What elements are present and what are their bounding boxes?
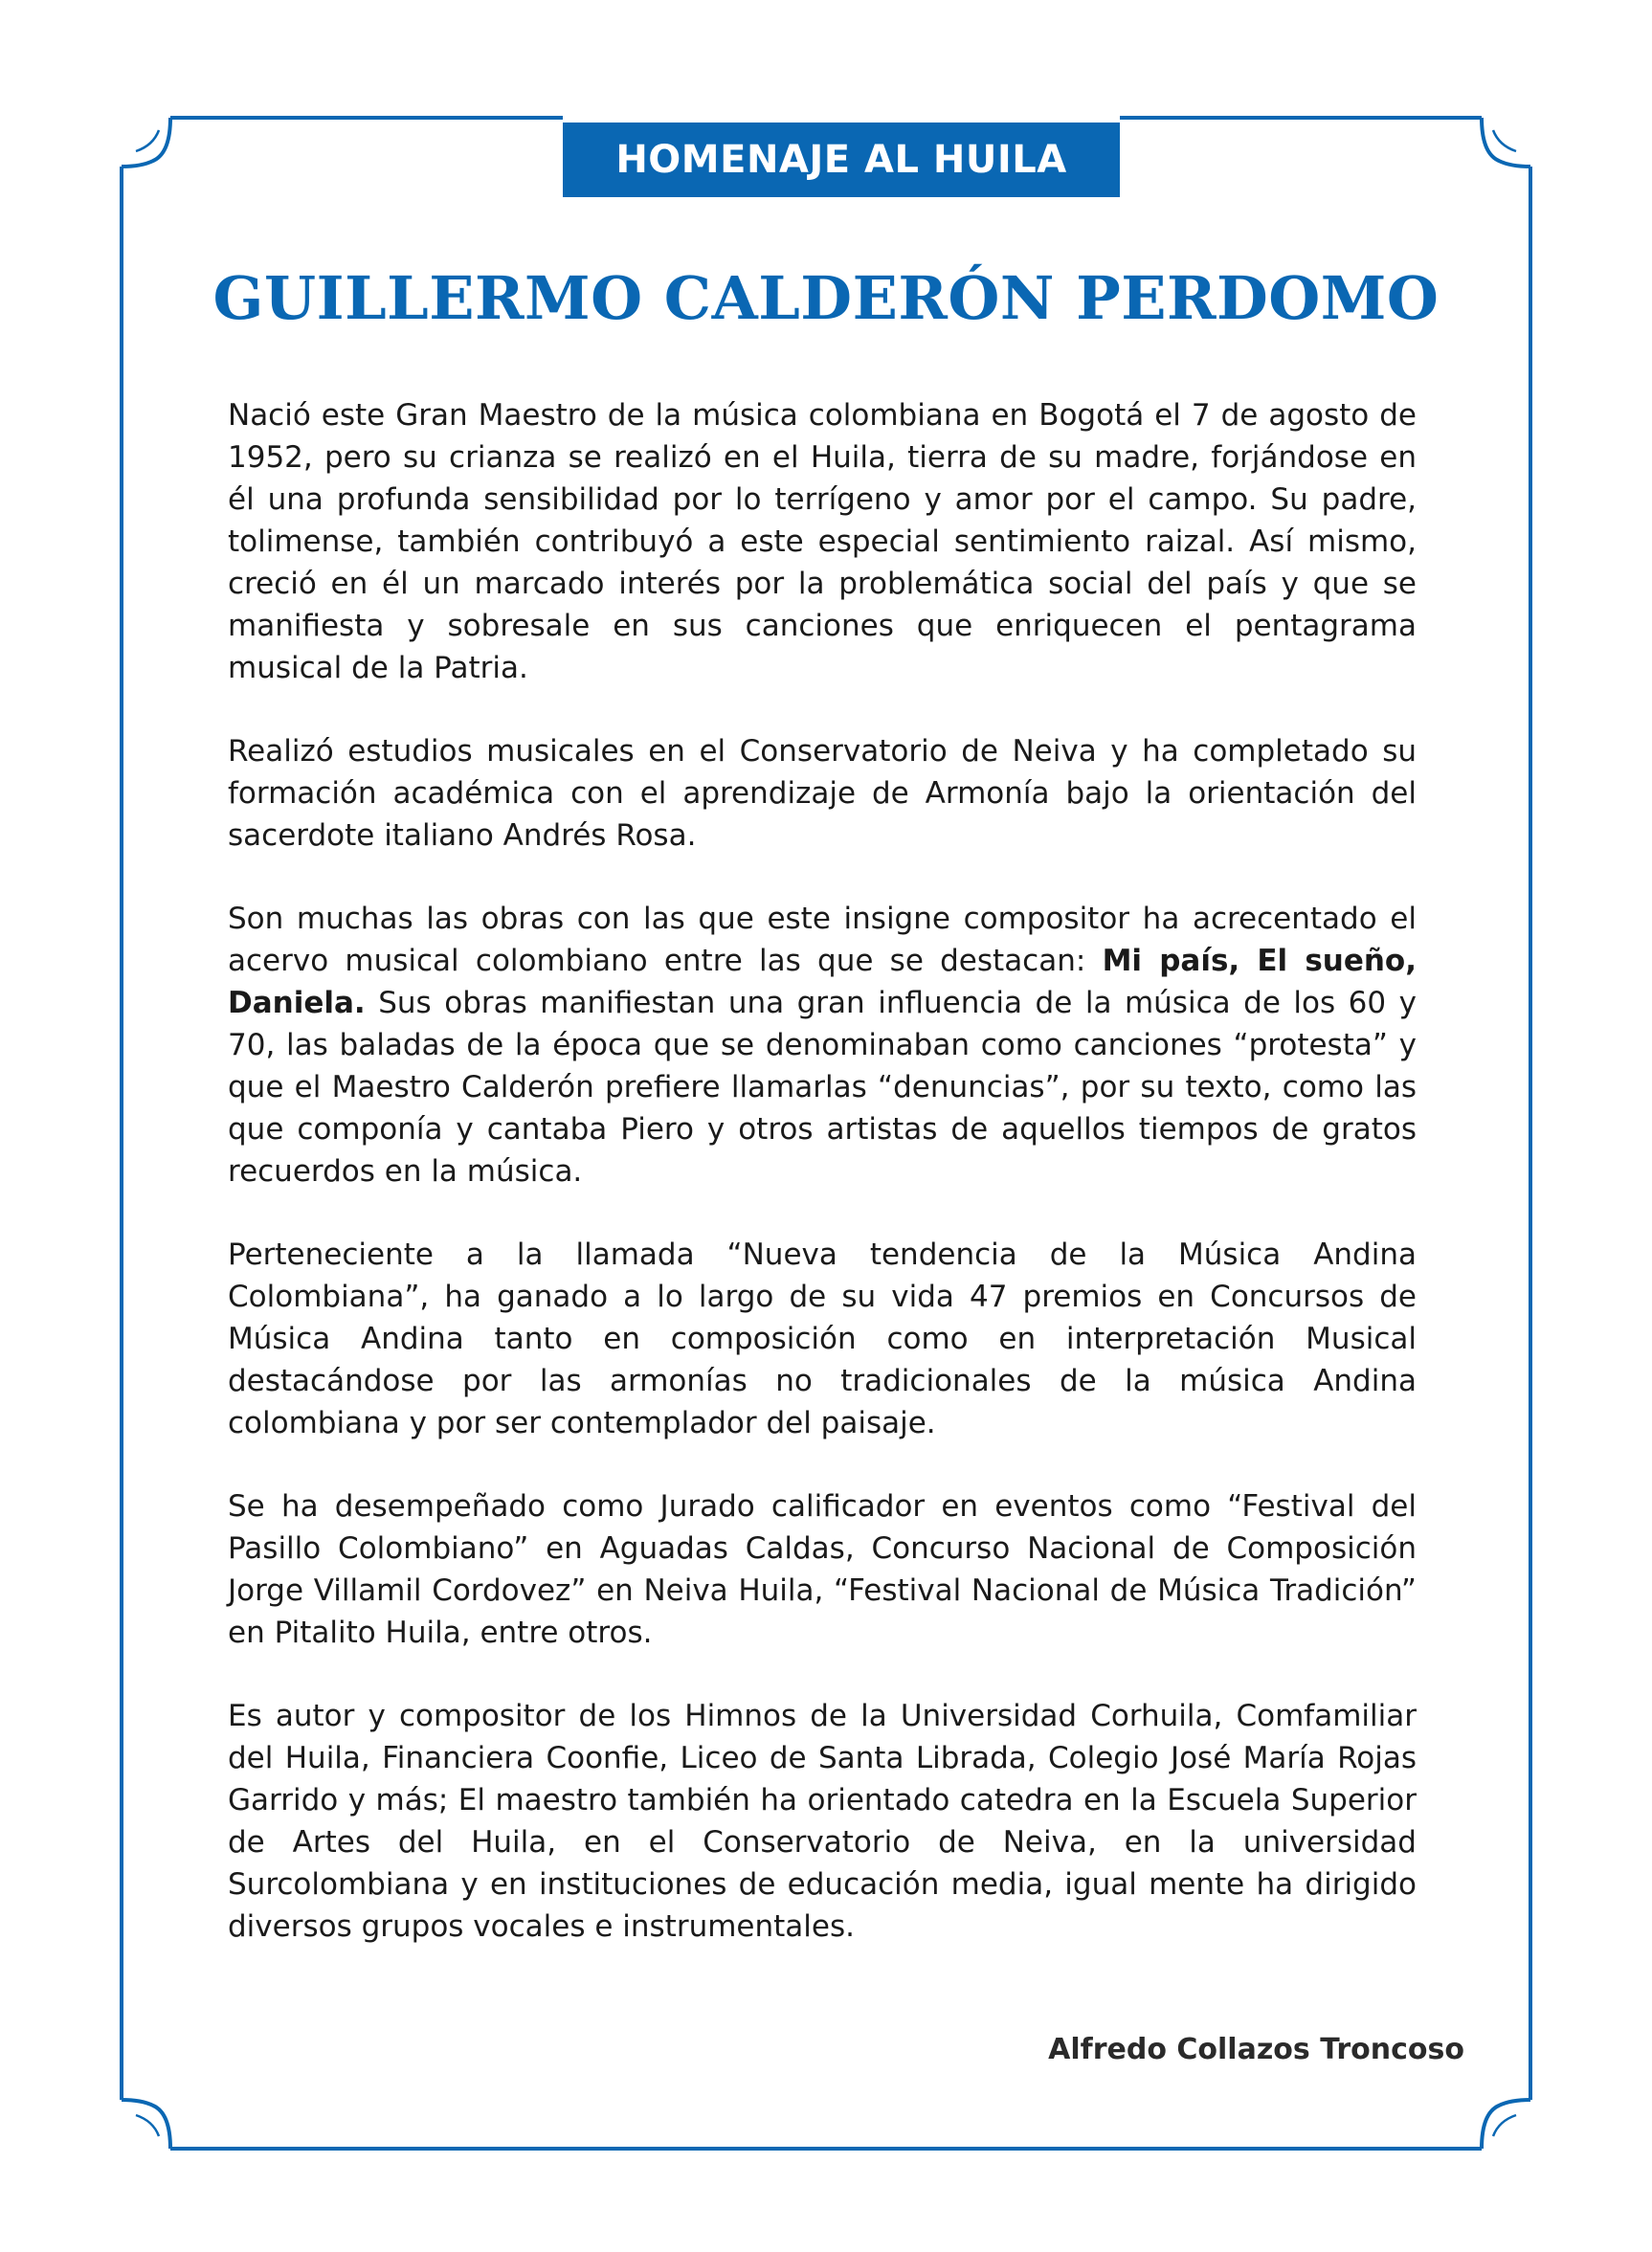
paragraph-2: Realizó estudios musicales en el Conservatorio de Neiva y ha completado su formación académica con el aprendizaje de Armonía bajo la orientación del sacerdote italiano Andrés Rosa. (228, 734, 1417, 853)
paragraph-3-text-before: Son muchas las obras con las que este insigne compositor ha acrecentado el acervo musical colombiano entre las que se destacan: (228, 902, 1417, 978)
paragraph-5: Se ha desempeñado como Jurado calificador en eventos como “Festival del Pasillo Colombiano” en Aguadas Caldas, Concurso Nacional de Composición Jorge Villamil Cordovez” en Neiva Huila, “Festival Nacional de Música Tradición” en Pitalito Huila, entre otros. (228, 1489, 1417, 1650)
section-banner-label: HOMENAJE AL HUILA (615, 138, 1067, 182)
highlighted-works: Mi país, El sueño, Daniela. (228, 944, 1418, 1020)
article-body (228, 394, 1417, 1948)
paragraph-3-text-after: Sus obras manifiestan una gran influencia de la música de los 60 y 70, las baladas de la época que se denominaban como canciones “protesta” y que el Maestro Calderón prefiere llamarlas “denuncias”, por su texto, como las que componía y cantaba Piero y otros artistas de aquellos tiempos de gratos recuerdos en la música. (228, 986, 1417, 1189)
paragraph-3 (228, 898, 1417, 1193)
paragraph-6: Es autor y compositor de los Himnos de la Universidad Corhuila, Comfamiliar del Huila, Financiera Coonfie, Liceo de Santa Librada, Colegio José María Rojas Garrido y más; El maestro también ha orientado catedra en la Escuela Superior de Artes del Huila, en el Conservatorio de Neiva, en la universidad Surcolombiana y en instituciones de educación media, igual mente ha dirigido diversos grupos vocales e instrumentales. (228, 1699, 1417, 1944)
paragraph-1: Nació este Gran Maestro de la música colombiana en Bogotá el 7 de agosto de 1952, pero su crianza se realizó en el Huila, tierra de su madre, forjándose en él una profunda sensibilidad por lo terrígeno y amor por el campo. Su padre, tolimense, también contribuyó a este especial sentimiento raizal. Así mismo, creció en él un marcado interés por la problemática social del país y que se manifiesta y sobresale en sus canciones que enriquecen el pentagrama musical de la Patria. (228, 398, 1417, 685)
paragraph-4: Perteneciente a la llamada “Nueva tendencia de la Música Andina Colombiana”, ha ganado a lo largo de su vida 47 premios en Concursos de Música Andina tanto en composición como en interpretación Musical destacándose por las armonías no tradicionales de la música Andina colombiana y por ser contemplador del paisaje. (228, 1237, 1417, 1440)
document-title: GUILLERMO CALDERÓN PERDOMO (212, 263, 1440, 333)
section-banner (563, 123, 1120, 197)
author-signature: Alfredo Collazos Troncoso (1048, 2033, 1464, 2066)
